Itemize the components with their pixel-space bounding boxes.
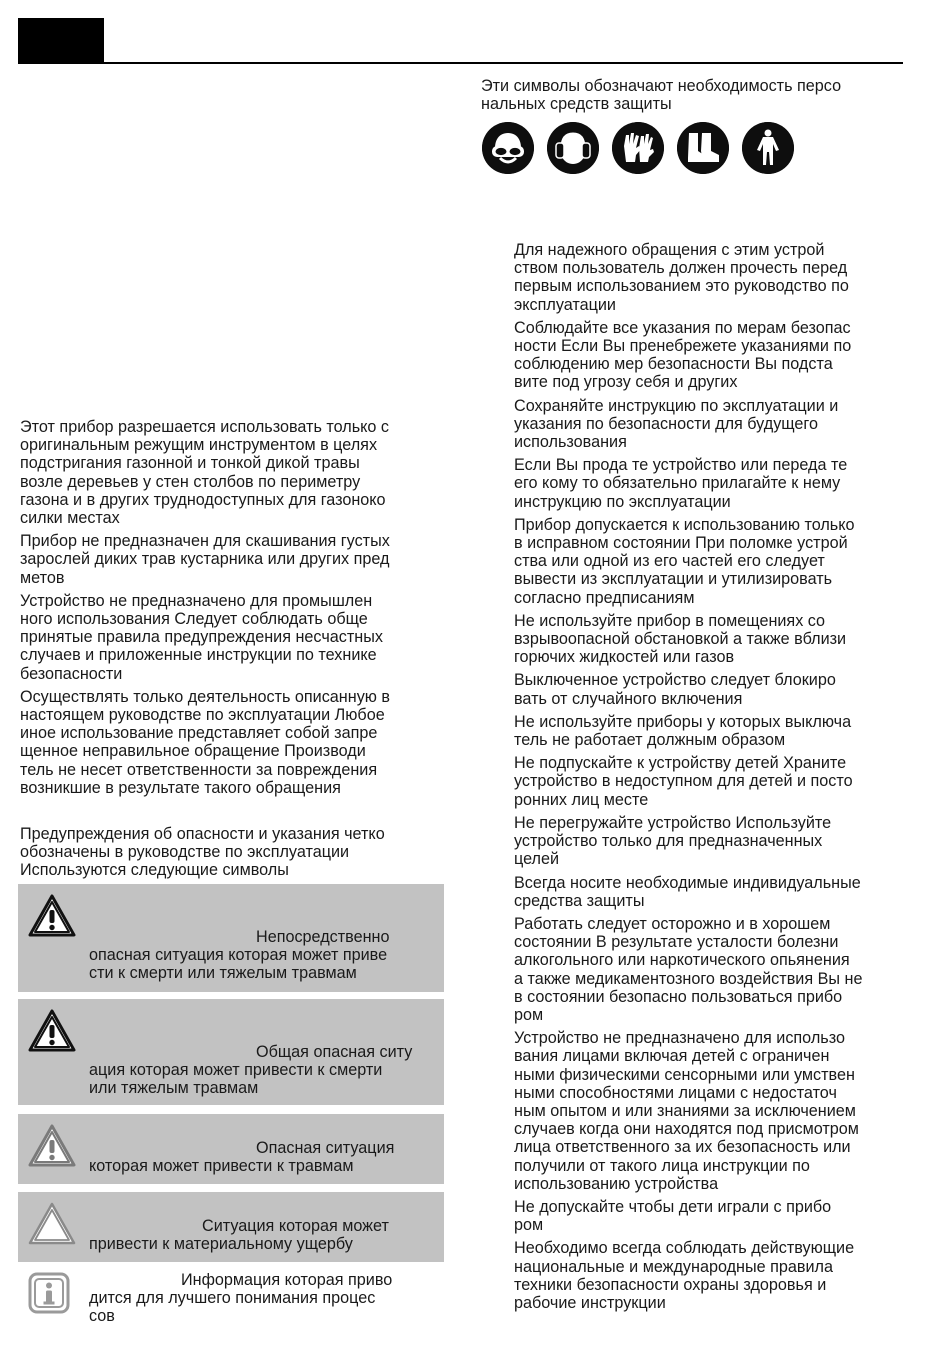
paragraph: Сохраняйте инструкцию по эксплуатации и указания по безопасности для будущего использования [514,396,839,452]
warning-text: Непосредственно опасная ситуация которая может приве сти к смерти или тяжелым травмам [89,928,390,983]
paragraph: Для надежного обращения с этим устрой ством пользователь должен прочесть перед первым использованием это руководство по эксплуатации [514,241,849,314]
paragraph: Не используйте прибор в помещениях со взрывоопасной обстановкой а также вблизи горючих жидкостей или газов [514,611,847,667]
notice-triangle-icon [28,1202,76,1246]
gloves-icon [612,122,664,174]
warning-triangle-icon [28,1009,76,1053]
info-icon [28,1272,70,1314]
paragraph: Прибор не предназначен для скашивания густых зарослей диких трав кустарника или других пред метов [20,532,390,587]
protective-suit-icon [742,122,794,174]
paragraph: Не допускайте чтобы дети играли с прибо ром [514,1197,832,1235]
paragraph: Работать следует осторожно и в хорошем состоянии В результате усталости болезни алкогольного или наркотического опьянения а также медикаментозного воздействия Вы не в состоянии безопасно пользоваться прибо ром [514,914,863,1024]
paragraph: Если Вы прода те устройство или переда те его кому то обязательно прилагайте к нему инструкцию по эксплуатации [514,456,848,511]
paragraph: Соблюдайте все указания по мерам безопас ности Если Вы пренебрежете указаниями по соблюдению мер безопасности Вы подста вите под угрозу себя и других [514,318,852,392]
paragraph: Этот прибор разрешается использовать только с оригинальным режущим инструментом в целях подстригания газонной и тонкой дикой травы возле деревьев у стен столбов по периметру газона и в других труднодоступных для газоноко силки местах [20,418,389,528]
paragraph: Не перегружайте устройство Используйте устройство только для предназначенных целей [514,813,832,869]
paragraph: Устройство не предназначено для промышлен ного использования Следует соблюдать обще принятые правила предупреждения несчастных случаев и приложенные инструкции по технике безопасности [20,591,383,683]
warning-box-caution [18,1114,444,1184]
intended-use-section [20,418,450,802]
warning-text: Ситуация которая может привести к материальному ущербу [89,1217,389,1254]
paragraph: Выключенное устройство следует блокиро вать от случайного включения [514,671,836,708]
warning-box-notice [18,1192,444,1262]
boots-icon [677,122,729,174]
warning-box-danger [18,884,444,992]
ppe-icon-row [482,122,794,174]
warning-text: Опасная ситуация которая может привести к травмам [89,1139,395,1176]
warning-text: Общая опасная ситу ация которая может привести к смерти или тяжелым травмам [89,1043,413,1098]
symbols-intro: Предупреждения об опасности и указания четко обозначены в руководстве по эксплуатации Используются следующие символы [20,825,385,880]
paragraph: Не используйте приборы у которых выключа тель не работает должным образом [514,712,852,750]
warning-box-warning [18,999,444,1105]
safety-instructions-section [514,241,909,1317]
danger-triangle-icon [28,894,76,938]
paragraph: Устройство не предназначено для использо вания лицами включая детей с ограничен ными физическими сенсорными или умствен ными способностями лицами с недостаточ ным опытом и или знаниями за исключением случаев когда они находятся под присмотром лица ответственного за их безопасность или получили от такого лица инструкции по использованию устройства [514,1029,859,1193]
paragraph: Прибор допускается к использованию только в исправном состоянии При поломке устрой ства или одной из его частей его следует вывести из эксплуатации и утилизировать согласно предписаниям [514,515,855,607]
ear-protection-icon [547,122,599,174]
caution-triangle-icon [28,1124,76,1168]
ppe-description: Эти символы обозначают необходимость персо нальных средств защиты [481,77,842,114]
header-rule [18,62,903,64]
paragraph: Осуществлять только деятельность описанную в настоящем руководстве по эксплуатации Любое иное использование представляет собой запре щенное неправильное обращение Производи тель не несет ответственности за повреждения возникшие в результате такого обращения [20,687,391,797]
paragraph: Необходимо всегда соблюдать действующие национальные и международные правила техники безопасности охраны здоровья и рабочие инструкции [514,1239,855,1312]
paragraph: Не подпускайте к устройству детей Храните устройство в недоступном для детей и посто ронних лиц месте [514,754,853,809]
paragraph: Всегда носите необходимые индивидуальные средства защиты [514,873,861,910]
info-text: Информация которая приво дится для лучшего понимания процес сов [89,1271,393,1326]
header-black-block [18,18,104,64]
goggles-icon [482,122,534,174]
symbols-intro-section [20,825,450,885]
